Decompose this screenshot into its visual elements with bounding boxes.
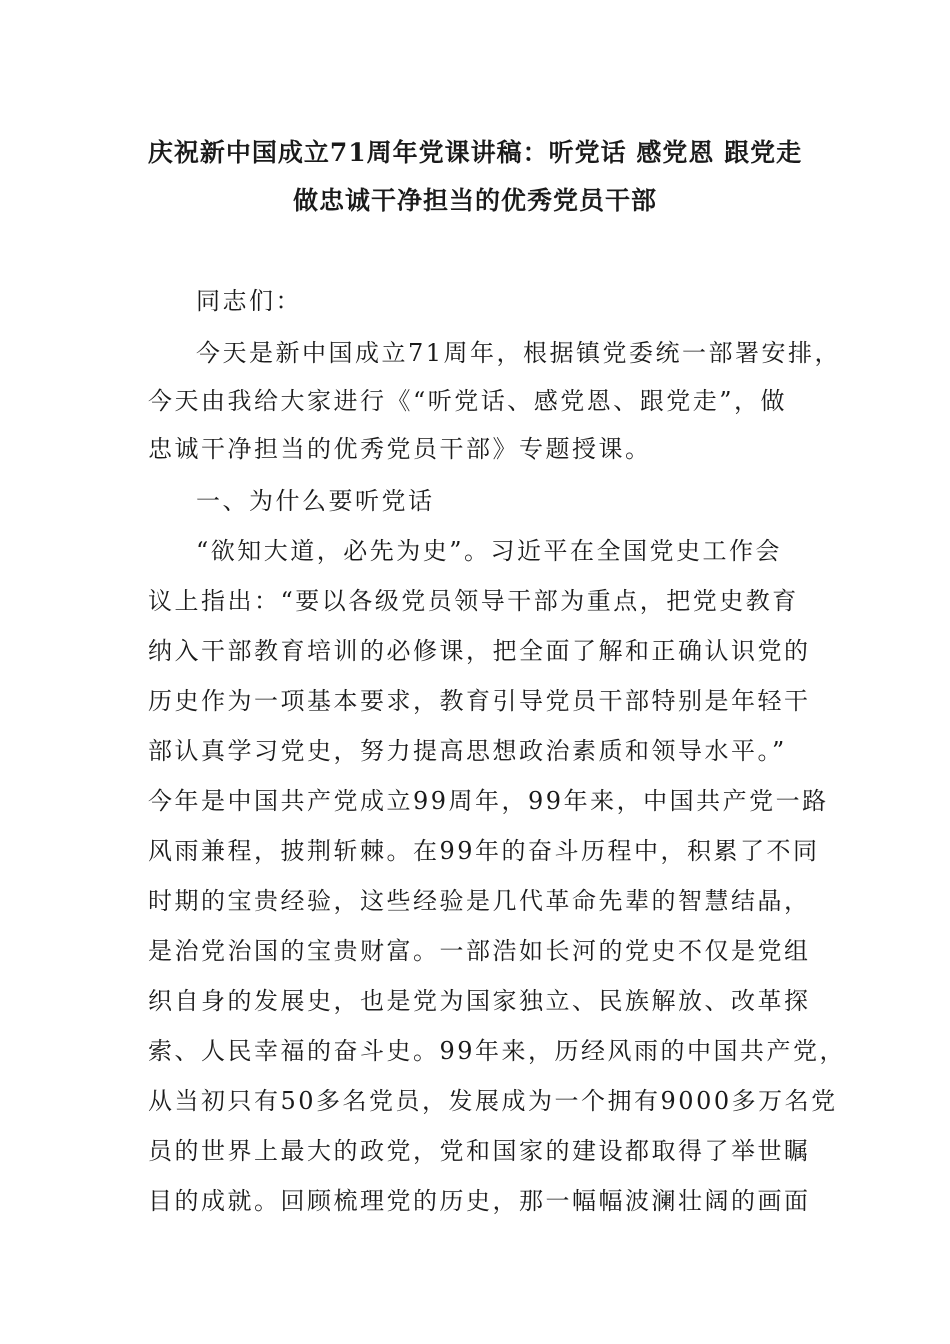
paragraph-2-line: 员的世界上最大的政党，党和国家的建设都取得了举世瞩 bbox=[148, 1137, 811, 1165]
paragraph-1-line: 今天是新中国成立71周年，根据镇党委统一部署安排， bbox=[196, 339, 842, 367]
paragraph-2-line: 历史作为一项基本要求，教育引导党员干部特别是年轻干 bbox=[148, 687, 811, 715]
paragraph-2-line: 风雨兼程，披荆斩棘。在99年的奋斗历程中，积累了不同 bbox=[148, 837, 820, 865]
paragraph-2-line: “欲知大道，必先为史”。习近平在全国党史工作会 bbox=[196, 537, 783, 565]
paragraph-2-line: 目的成就。回顾梳理党的历史，那一幅幅波澜壮阔的画面 bbox=[148, 1187, 811, 1215]
paragraph-2-line: 索、人民幸福的奋斗史。99年来，历经风雨的中国共产党， bbox=[148, 1037, 847, 1065]
paragraph-2-line: 今年是中国共产党成立99周年，99年来，中国共产党一路 bbox=[148, 787, 829, 815]
paragraph-1-line: 忠诚干净担当的优秀党员干部》专题授课。 bbox=[148, 435, 652, 463]
paragraph-2-line: 部认真学习党史，努力提高思想政治素质和领导水平。” bbox=[148, 737, 787, 765]
document-title-line-2: 做忠诚干净担当的优秀党员干部 bbox=[292, 186, 657, 215]
paragraph-1-line: 今天由我给大家进行《“听党话、感党恩、跟党走”，做 bbox=[148, 387, 788, 415]
salutation: 同志们： bbox=[196, 287, 302, 315]
paragraph-2-line: 议上指出：“要以各级党员领导干部为重点，把党史教育 bbox=[148, 587, 799, 615]
paragraph-2-line: 时期的宝贵经验，这些经验是几代革命先辈的智慧结晶， bbox=[148, 887, 811, 915]
paragraph-2-line: 纳入干部教育培训的必修课，把全面了解和正确认识党的 bbox=[148, 637, 811, 665]
paragraph-2-line: 从当初只有50多名党员，发展成为一个拥有9000多万名党 bbox=[148, 1087, 838, 1115]
section-1-heading: 一、为什么要听党话 bbox=[196, 487, 435, 515]
document-title-line-1: 庆祝新中国成立71周年党课讲稿：听党话 感党恩 跟党走 bbox=[147, 138, 803, 167]
paragraph-2-line: 织自身的发展史，也是党为国家独立、民族解放、改革探 bbox=[148, 987, 811, 1015]
paragraph-2-line: 是治党治国的宝贵财富。一部浩如长河的党史不仅是党组 bbox=[148, 937, 811, 965]
